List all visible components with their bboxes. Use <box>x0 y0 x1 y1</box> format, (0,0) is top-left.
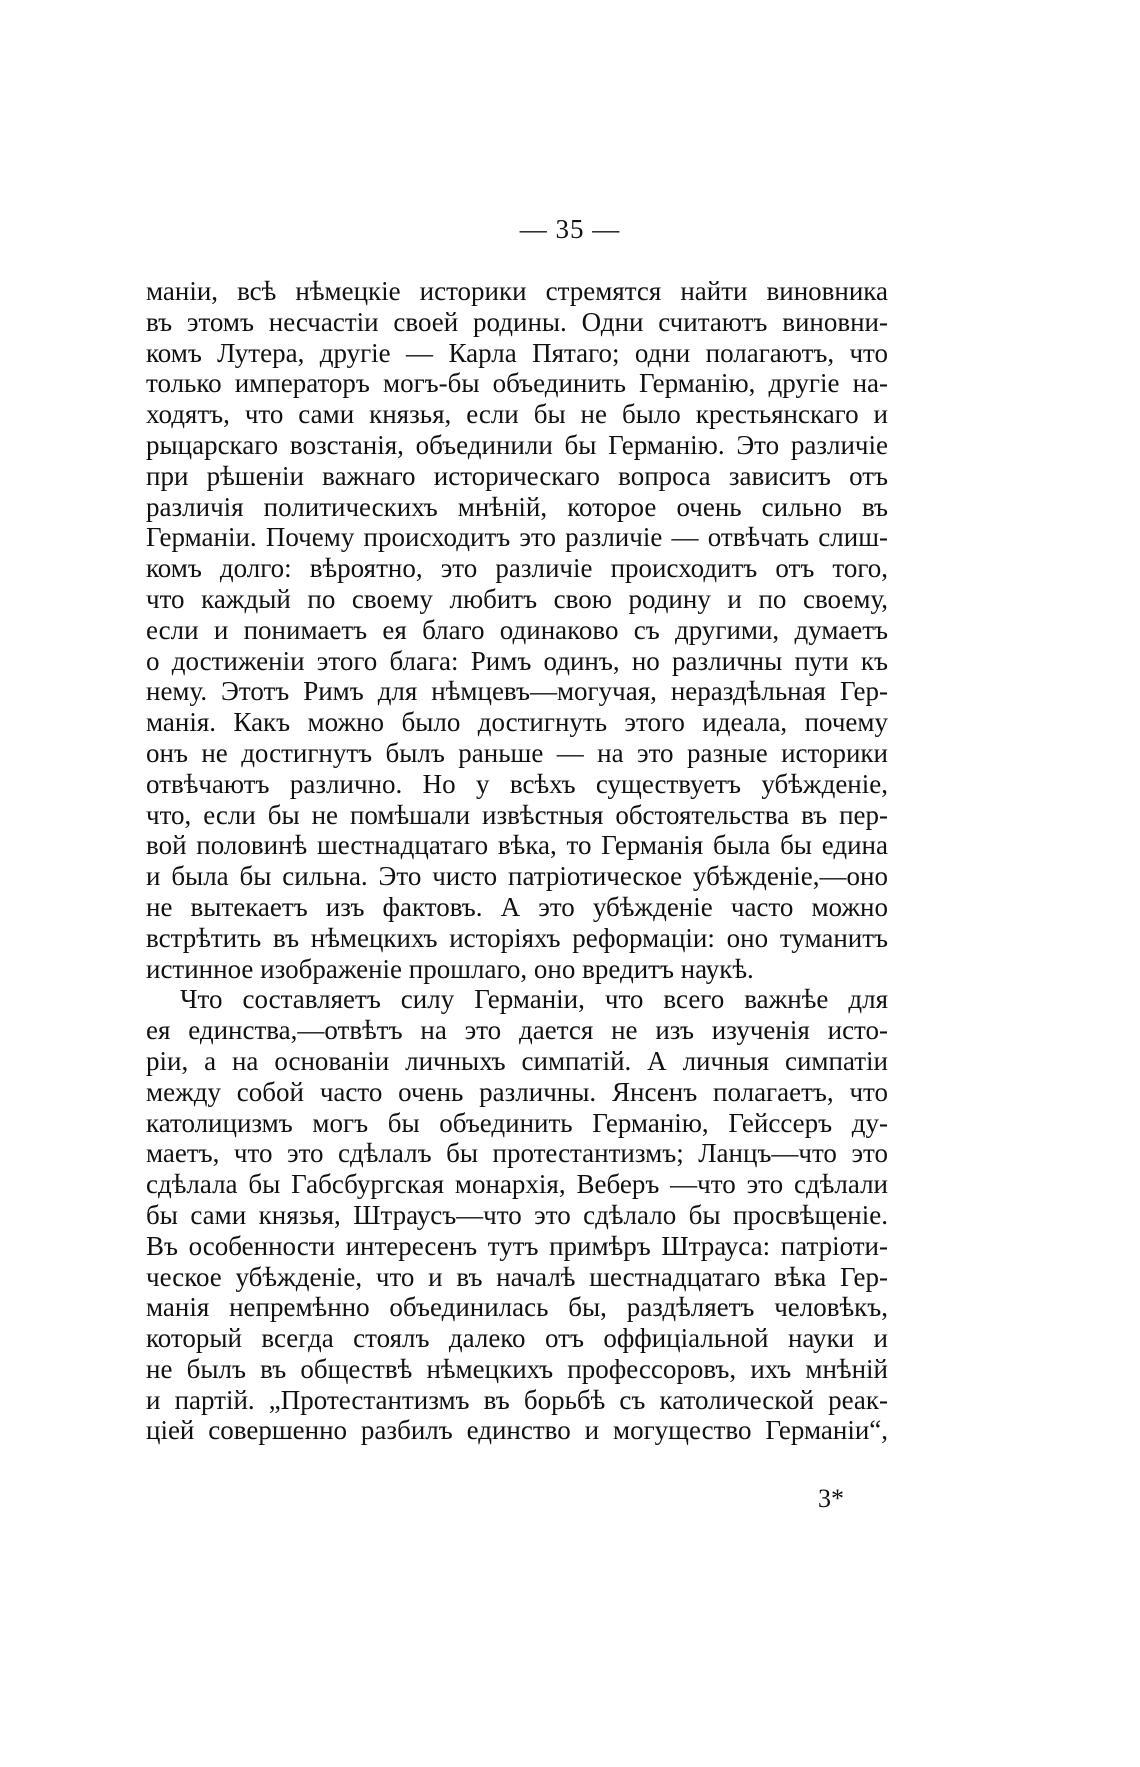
text-line: въ этомъ несчастіи своей родины. Одни считаютъ виновни- <box>146 306 888 337</box>
text-line: не былъ въ обществѣ нѣмецкихъ профессоровъ, ихъ мнѣній <box>146 1353 888 1384</box>
text-line: рыцарскаго возстанія, объединили бы Германію. Это различіе <box>146 429 888 460</box>
text-line: при рѣшеніи важнаго историческаго вопроса зависитъ отъ <box>146 460 888 491</box>
text-line: между собой часто очень различны. Янсенъ полагаетъ, что <box>146 1076 888 1107</box>
text-line: встрѣтить въ нѣмецкихъ исторіяхъ реформаціи: оно туманитъ <box>146 922 888 953</box>
text-line: и была бы сильна. Это чисто патріотическое убѣжденіе,—оно <box>146 861 888 892</box>
text-line: онъ не достигнутъ былъ раньше — на это разные историки <box>146 737 888 768</box>
text-line: маніи, всѣ нѣмецкіе историки стремятся найти виновника <box>146 276 888 306</box>
text-line: маетъ, что это сдѣлалъ бы протестантизмъ; Ланцъ—что это <box>146 1138 888 1169</box>
text-line: если и понимаетъ ея благо одинаково съ другими, думаетъ <box>146 614 888 645</box>
page-number: — 35 — <box>519 214 621 244</box>
text-line: католицизмъ могъ бы объединить Германію, Гейссеръ ду- <box>146 1107 888 1138</box>
text-line: манія. Какъ можно было достигнуть этого идеала, почему <box>146 707 888 738</box>
text-line: ріи, а на основаніи личныхъ симпатій. А личныя симпатіи <box>146 1045 888 1076</box>
text-line: ческое убѣжденіе, что и въ началѣ шестнадцатаго вѣка Гер- <box>146 1261 888 1292</box>
text-line: который всегда стоялъ далеко отъ оффиціальной науки и <box>146 1323 888 1354</box>
text-line: ходятъ, что сами князья, если бы не было крестьянскаго и <box>146 399 888 430</box>
printer-signature-mark: 3* <box>818 1484 844 1513</box>
text-line: о достиженіи этого блага: Римъ одинъ, но различны пути къ <box>146 645 888 676</box>
body-text <box>146 276 888 1446</box>
text-line: ціей совершенно разбилъ единство и могущество Германіи“, <box>146 1415 888 1446</box>
text-line: вой половинѣ шестнадцатаго вѣка, то Германія была бы едина <box>146 830 888 861</box>
text-line: комъ долго: вѣроятно, это различіе происходитъ отъ того, <box>146 553 888 584</box>
text-line: манія непремѣнно объединилась бы, раздѣляетъ человѣкъ, <box>146 1292 888 1323</box>
text-line: бы сами князья, Штраусъ—что это сдѣлало бы просвѣщеніе. <box>146 1199 888 1230</box>
text-line: нему. Этотъ Римъ для нѣмцевъ—могучая, нераздѣльная Гер- <box>146 676 888 707</box>
text-line: только императоръ могъ-бы объединить Германію, другіе на- <box>146 368 888 399</box>
text-line: различія политическихъ мнѣній, которое очень сильно въ <box>146 491 888 522</box>
text-line: что каждый по своему любитъ свою родину и по своему, <box>146 583 888 614</box>
text-line: что, если бы не помѣшали извѣстныя обстоятельства въ пер- <box>146 799 888 830</box>
text-line: не вытекаетъ изъ фактовъ. А это убѣжденіе часто можно <box>146 891 888 922</box>
text-line: истинное изображеніе прошлаго, оно вредитъ наукѣ. <box>146 953 754 984</box>
text-line: сдѣлала бы Габсбургская монархія, Веберъ —что это сдѣлали <box>146 1169 888 1200</box>
text-line: комъ Лутера, другіе — Карла Пятаго; одни полагаютъ, что <box>146 337 888 368</box>
text-line: Германіи. Почему происходитъ это различіе — отвѣчать слиш- <box>146 522 888 553</box>
paragraph-start-line: Что составляетъ силу Германіи, что всего важнѣе для <box>180 984 888 1015</box>
text-line: Въ особенности интересенъ тутъ примѣръ Штрауса: патріоти- <box>146 1230 888 1261</box>
text-line: ея единства,—отвѣтъ на это дается не изъ изученія исто- <box>146 1015 888 1046</box>
text-line: и партій. „Протестантизмъ въ борьбѣ съ католической реак- <box>146 1384 888 1415</box>
text-line: отвѣчаютъ различно. Но у всѣхъ существуетъ убѣжденіе, <box>146 768 888 799</box>
